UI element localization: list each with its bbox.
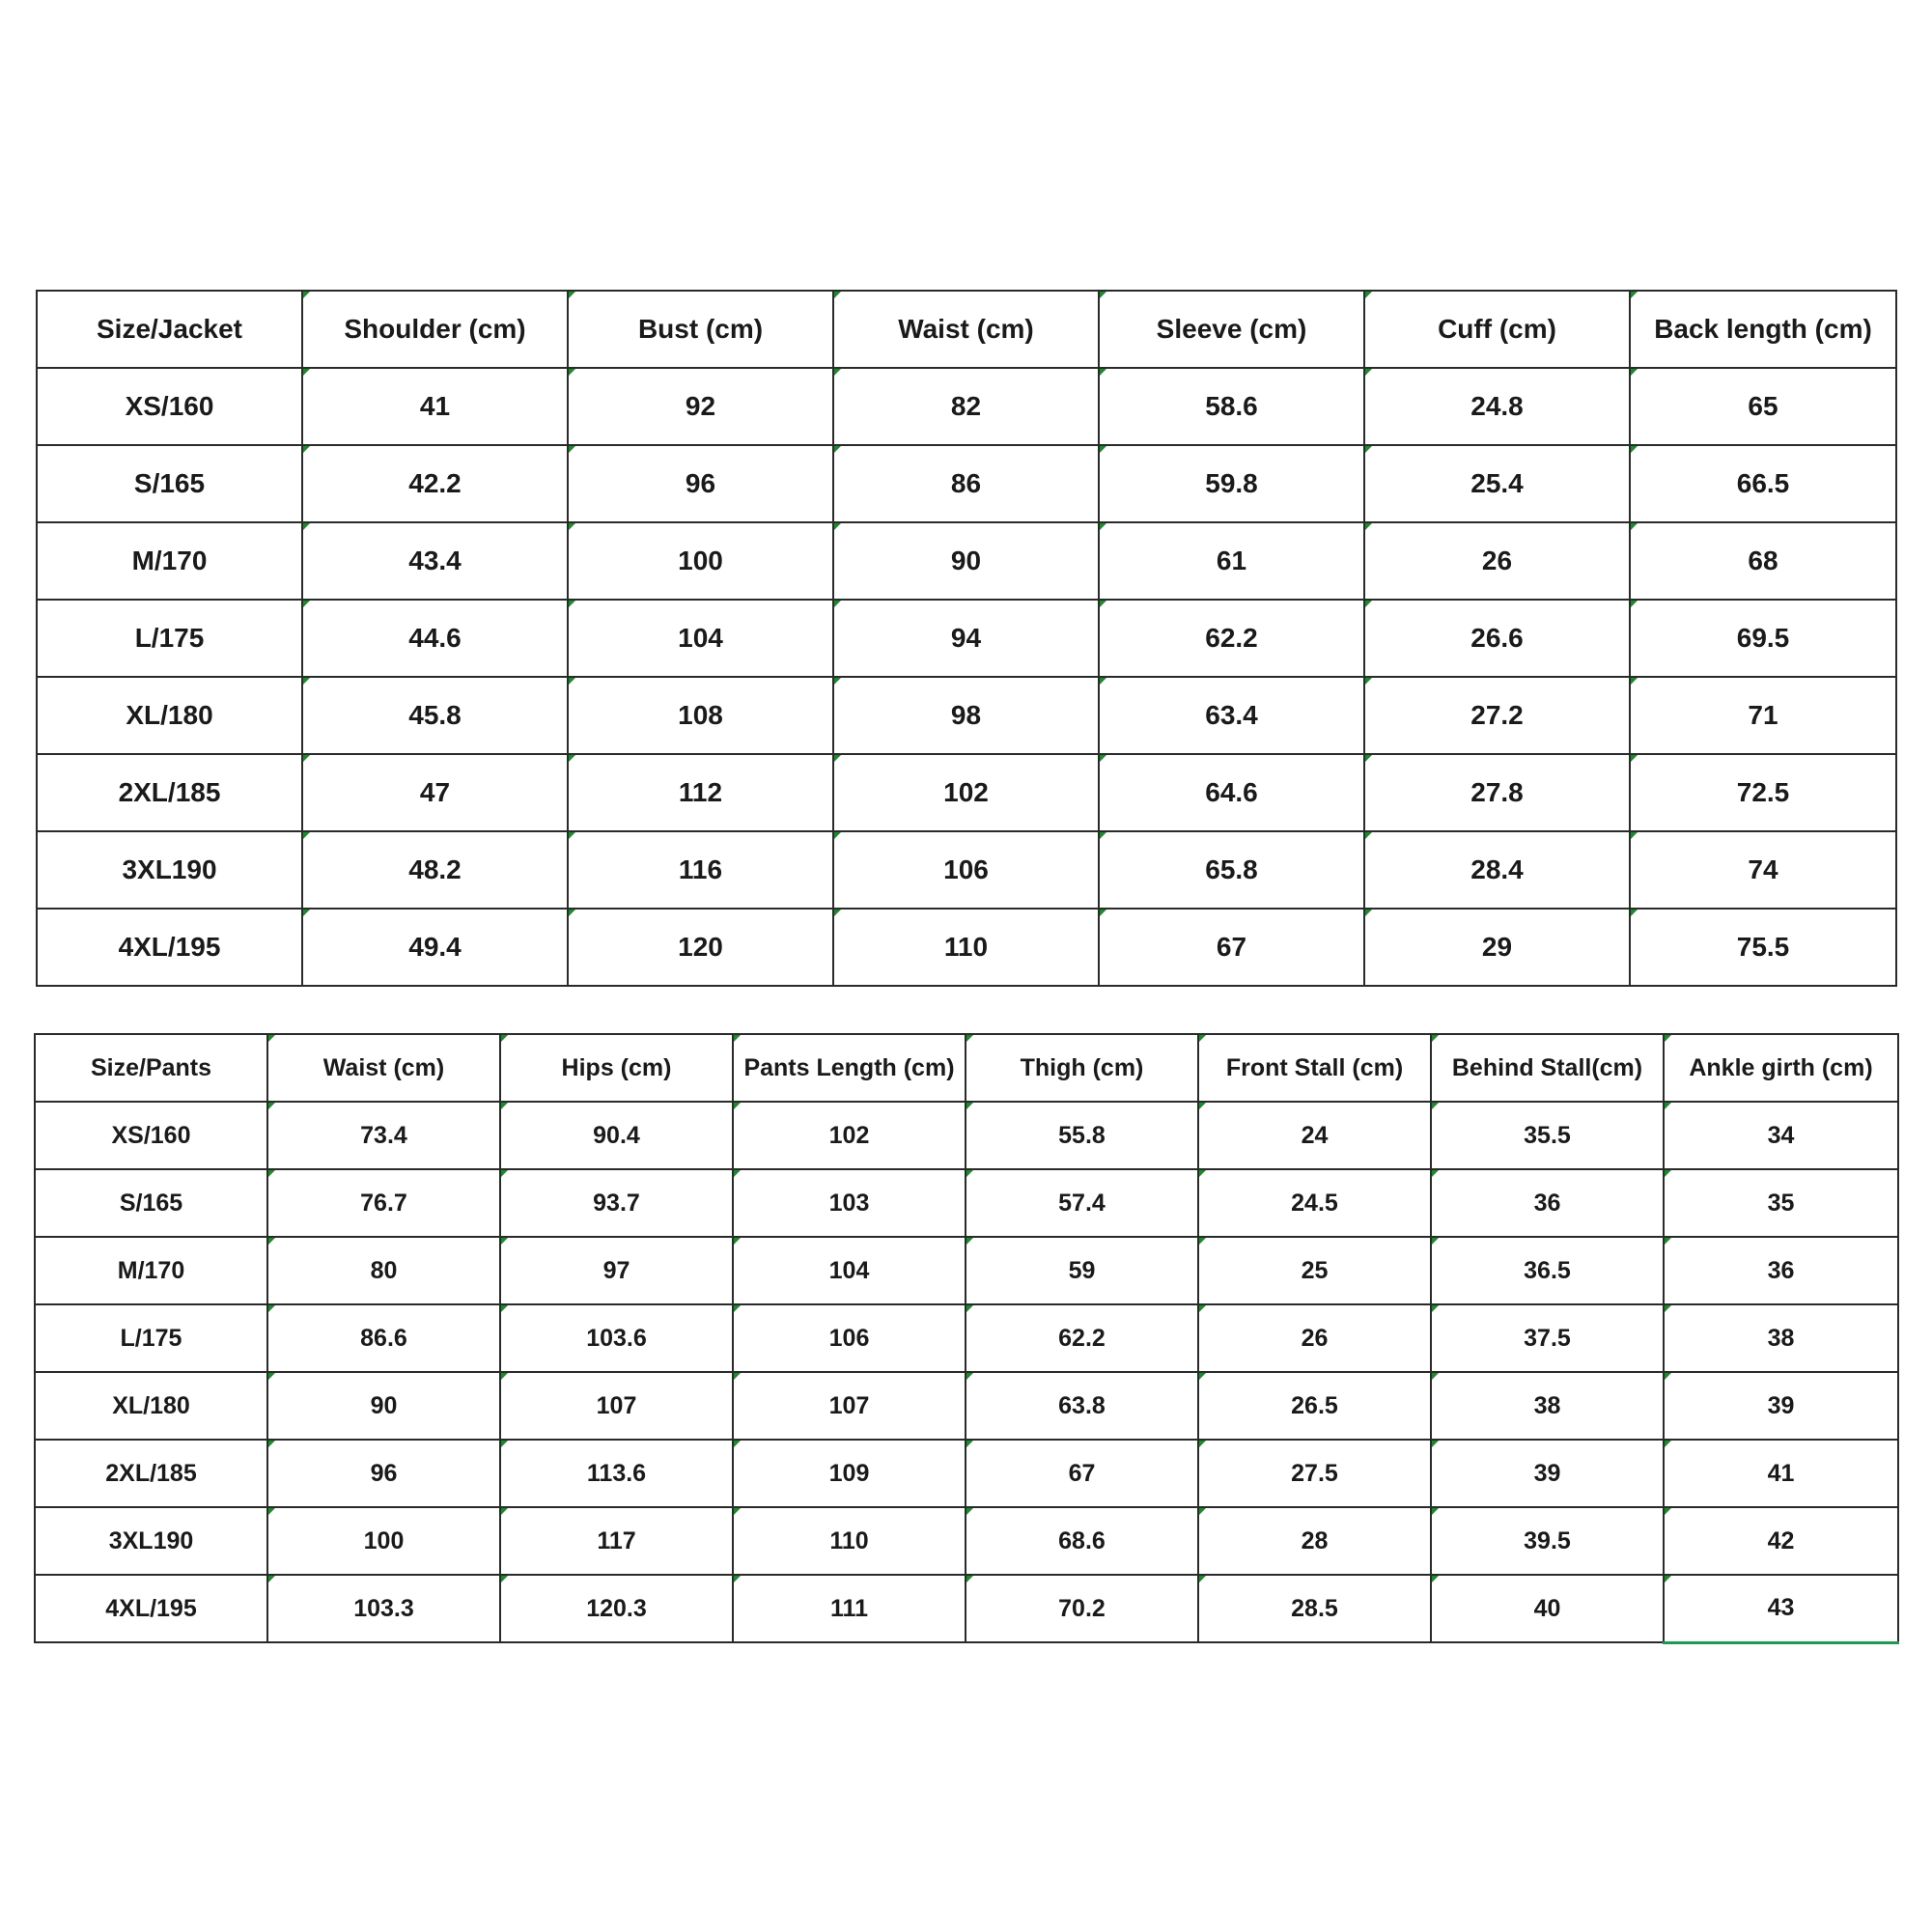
pants-value-cell: 36 [1664,1237,1898,1304]
pants-value-cell: 42 [1664,1507,1898,1575]
pants-value-cell: 76.7 [267,1169,500,1237]
pants-header-behind-stall-cm: Behind Stall(cm) [1431,1034,1664,1102]
jacket-value-cell: 28.4 [1364,831,1630,909]
jacket-value-cell: 116 [568,831,833,909]
pants-value-cell: 36 [1431,1169,1664,1237]
pants-value-cell: 43 [1664,1575,1898,1642]
jacket-value-cell: 74 [1630,831,1896,909]
pants-value-cell: 111 [733,1575,966,1642]
jacket-value-cell: 90 [833,522,1099,600]
jacket-value-cell: 82 [833,368,1099,445]
jacket-value-cell: 65 [1630,368,1896,445]
jacket-value-cell: 58.6 [1099,368,1364,445]
jacket-header-size-jacket: Size/Jacket [37,291,302,368]
jacket-value-cell: 41 [302,368,568,445]
pants-value-cell: 102 [733,1102,966,1169]
jacket-size-cell: S/165 [37,445,302,522]
jacket-size-cell: XS/160 [37,368,302,445]
jacket-table-row [37,831,1896,909]
pants-table-row [35,1440,1898,1507]
jacket-value-cell: 27.2 [1364,677,1630,754]
jacket-header-sleeve-cm: Sleeve (cm) [1099,291,1364,368]
pants-table-row [35,1237,1898,1304]
pants-value-cell: 103 [733,1169,966,1237]
jacket-header-row [37,291,1896,368]
pants-value-cell: 117 [500,1507,733,1575]
jacket-value-cell: 96 [568,445,833,522]
pants-value-cell: 63.8 [966,1372,1198,1440]
pants-value-cell: 106 [733,1304,966,1372]
jacket-value-cell: 63.4 [1099,677,1364,754]
jacket-value-cell: 42.2 [302,445,568,522]
pants-size-table [34,1033,1899,1644]
jacket-table-row [37,445,1896,522]
pants-value-cell: 103.6 [500,1304,733,1372]
pants-header-row [35,1034,1898,1102]
jacket-value-cell: 44.6 [302,600,568,677]
pants-value-cell: 28 [1198,1507,1431,1575]
pants-value-cell: 93.7 [500,1169,733,1237]
jacket-table-row [37,677,1896,754]
jacket-value-cell: 104 [568,600,833,677]
pants-size-cell: XS/160 [35,1102,267,1169]
jacket-value-cell: 26.6 [1364,600,1630,677]
jacket-value-cell: 64.6 [1099,754,1364,831]
pants-value-cell: 100 [267,1507,500,1575]
jacket-size-cell: 4XL/195 [37,909,302,986]
jacket-value-cell: 43.4 [302,522,568,600]
pants-header-pants-length-cm: Pants Length (cm) [733,1034,966,1102]
pants-value-cell: 107 [500,1372,733,1440]
pants-value-cell: 97 [500,1237,733,1304]
jacket-value-cell: 68 [1630,522,1896,600]
jacket-value-cell: 45.8 [302,677,568,754]
pants-value-cell: 73.4 [267,1102,500,1169]
jacket-header-cuff-cm: Cuff (cm) [1364,291,1630,368]
pants-value-cell: 28.5 [1198,1575,1431,1642]
pants-value-cell: 39.5 [1431,1507,1664,1575]
pants-value-cell: 68.6 [966,1507,1198,1575]
pants-table-row [35,1169,1898,1237]
jacket-value-cell: 75.5 [1630,909,1896,986]
pants-value-cell: 62.2 [966,1304,1198,1372]
pants-header-thigh-cm: Thigh (cm) [966,1034,1198,1102]
jacket-value-cell: 72.5 [1630,754,1896,831]
pants-value-cell: 24.5 [1198,1169,1431,1237]
pants-value-cell: 90 [267,1372,500,1440]
pants-header-waist-cm: Waist (cm) [267,1034,500,1102]
jacket-value-cell: 110 [833,909,1099,986]
jacket-value-cell: 26 [1364,522,1630,600]
jacket-value-cell: 98 [833,677,1099,754]
pants-table-row [35,1304,1898,1372]
pants-value-cell: 90.4 [500,1102,733,1169]
pants-value-cell: 70.2 [966,1575,1198,1642]
jacket-value-cell: 66.5 [1630,445,1896,522]
pants-header-ankle-girth-cm: Ankle girth (cm) [1664,1034,1898,1102]
jacket-size-table [36,290,1897,987]
jacket-value-cell: 49.4 [302,909,568,986]
pants-header-size-pants: Size/Pants [35,1034,267,1102]
pants-value-cell: 24 [1198,1102,1431,1169]
pants-value-cell: 40 [1431,1575,1664,1642]
jacket-value-cell: 71 [1630,677,1896,754]
jacket-value-cell: 62.2 [1099,600,1364,677]
jacket-table-row [37,522,1896,600]
pants-size-cell: M/170 [35,1237,267,1304]
jacket-header-bust-cm: Bust (cm) [568,291,833,368]
jacket-value-cell: 48.2 [302,831,568,909]
pants-value-cell: 37.5 [1431,1304,1664,1372]
jacket-value-cell: 25.4 [1364,445,1630,522]
pants-value-cell: 39 [1431,1440,1664,1507]
jacket-table-row [37,600,1896,677]
jacket-value-cell: 29 [1364,909,1630,986]
pants-size-cell: S/165 [35,1169,267,1237]
jacket-value-cell: 67 [1099,909,1364,986]
jacket-table-row [37,754,1896,831]
pants-value-cell: 27.5 [1198,1440,1431,1507]
jacket-value-cell: 120 [568,909,833,986]
pants-value-cell: 86.6 [267,1304,500,1372]
pants-value-cell: 113.6 [500,1440,733,1507]
pants-value-cell: 41 [1664,1440,1898,1507]
jacket-value-cell: 106 [833,831,1099,909]
pants-size-cell: L/175 [35,1304,267,1372]
pants-value-cell: 25 [1198,1237,1431,1304]
pants-size-cell: 2XL/185 [35,1440,267,1507]
pants-value-cell: 38 [1664,1304,1898,1372]
pants-table-row [35,1507,1898,1575]
jacket-value-cell: 27.8 [1364,754,1630,831]
pants-value-cell: 26.5 [1198,1372,1431,1440]
pants-value-cell: 104 [733,1237,966,1304]
jacket-header-back-length-cm: Back length (cm) [1630,291,1896,368]
pants-value-cell: 35 [1664,1169,1898,1237]
jacket-value-cell: 108 [568,677,833,754]
pants-value-cell: 26 [1198,1304,1431,1372]
jacket-value-cell: 86 [833,445,1099,522]
jacket-table-row [37,368,1896,445]
pants-value-cell: 39 [1664,1372,1898,1440]
jacket-size-cell: 2XL/185 [37,754,302,831]
jacket-size-cell: M/170 [37,522,302,600]
jacket-header-shoulder-cm: Shoulder (cm) [302,291,568,368]
pants-value-cell: 110 [733,1507,966,1575]
pants-value-cell: 96 [267,1440,500,1507]
jacket-value-cell: 100 [568,522,833,600]
jacket-value-cell: 69.5 [1630,600,1896,677]
pants-value-cell: 107 [733,1372,966,1440]
pants-value-cell: 35.5 [1431,1102,1664,1169]
pants-value-cell: 55.8 [966,1102,1198,1169]
pants-header-hips-cm: Hips (cm) [500,1034,733,1102]
pants-size-cell: XL/180 [35,1372,267,1440]
jacket-value-cell: 102 [833,754,1099,831]
pants-value-cell: 67 [966,1440,1198,1507]
jacket-size-cell: 3XL190 [37,831,302,909]
pants-value-cell: 38 [1431,1372,1664,1440]
jacket-value-cell: 94 [833,600,1099,677]
pants-table-row [35,1575,1898,1642]
jacket-value-cell: 65.8 [1099,831,1364,909]
jacket-value-cell: 92 [568,368,833,445]
jacket-value-cell: 59.8 [1099,445,1364,522]
pants-size-cell: 3XL190 [35,1507,267,1575]
pants-value-cell: 59 [966,1237,1198,1304]
pants-value-cell: 109 [733,1440,966,1507]
jacket-header-waist-cm: Waist (cm) [833,291,1099,368]
pants-table-row [35,1102,1898,1169]
jacket-value-cell: 112 [568,754,833,831]
jacket-value-cell: 61 [1099,522,1364,600]
jacket-size-cell: L/175 [37,600,302,677]
pants-value-cell: 36.5 [1431,1237,1664,1304]
jacket-value-cell: 47 [302,754,568,831]
pants-table-row [35,1372,1898,1440]
pants-header-front-stall-cm: Front Stall (cm) [1198,1034,1431,1102]
pants-value-cell: 103.3 [267,1575,500,1642]
jacket-table-row [37,909,1896,986]
pants-value-cell: 57.4 [966,1169,1198,1237]
pants-value-cell: 120.3 [500,1575,733,1642]
pants-value-cell: 80 [267,1237,500,1304]
pants-value-cell: 34 [1664,1102,1898,1169]
jacket-size-cell: XL/180 [37,677,302,754]
pants-size-cell: 4XL/195 [35,1575,267,1642]
jacket-value-cell: 24.8 [1364,368,1630,445]
